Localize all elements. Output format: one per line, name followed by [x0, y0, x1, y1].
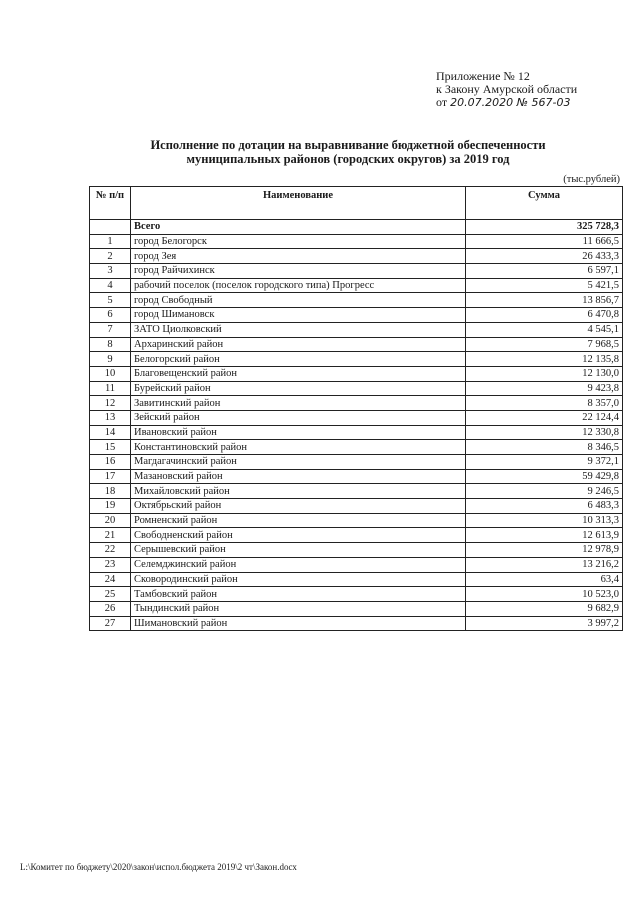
row-num: 27: [90, 616, 131, 631]
row-name: Октябрьский район: [131, 499, 466, 514]
row-name: Белогорский район: [131, 352, 466, 367]
row-name: город Свободный: [131, 293, 466, 308]
row-amount: 8 357,0: [466, 396, 623, 411]
row-name: Константиновский район: [131, 440, 466, 455]
law-reference: к Закону Амурской области: [436, 82, 578, 96]
table-row: [90, 293, 623, 308]
total-row: [90, 220, 623, 235]
total-label: Всего: [131, 220, 466, 235]
row-amount: 12 135,8: [466, 352, 623, 367]
row-name: Бурейский район: [131, 381, 466, 396]
row-name: Магдагачинский район: [131, 455, 466, 470]
header-amount: Сумма: [466, 187, 623, 220]
table-row: [90, 366, 623, 381]
row-num: 19: [90, 499, 131, 514]
row-name: город Шимановск: [131, 308, 466, 323]
table-row: [90, 234, 623, 249]
row-amount: 12 978,9: [466, 543, 623, 558]
row-num: 2: [90, 249, 131, 264]
date-prefix: от: [436, 95, 448, 109]
table-row: [90, 440, 623, 455]
row-num: 20: [90, 513, 131, 528]
row-name: Серышевский район: [131, 543, 466, 558]
row-num: 12: [90, 396, 131, 411]
row-amount: 6 470,8: [466, 308, 623, 323]
table-row: [90, 278, 623, 293]
row-num: 24: [90, 572, 131, 587]
row-num: 1: [90, 234, 131, 249]
file-path-footer: L:\Комитет по бюджету\2020\закон\испол.бюджета 2019\2 чт\Закон.docx: [20, 862, 297, 872]
title-line-2: муниципальных районов (городских округов) за 2019 год: [186, 152, 510, 166]
table-row: [90, 616, 623, 631]
row-name: Ромненский район: [131, 513, 466, 528]
row-name: Селемджинский район: [131, 557, 466, 572]
row-amount: 9 423,8: [466, 381, 623, 396]
row-amount: 22 124,4: [466, 410, 623, 425]
table-row: [90, 601, 623, 616]
row-num: 21: [90, 528, 131, 543]
row-name: Зейский район: [131, 410, 466, 425]
row-amount: 3 997,2: [466, 616, 623, 631]
row-name: город Райчихинск: [131, 264, 466, 279]
row-amount: 59 429,8: [466, 469, 623, 484]
row-num: 8: [90, 337, 131, 352]
table-header-row: [90, 187, 623, 220]
row-name: Завитинский район: [131, 396, 466, 411]
table-row: [90, 337, 623, 352]
table-row: [90, 322, 623, 337]
table-row: [90, 528, 623, 543]
table-row: [90, 425, 623, 440]
row-amount: 6 483,3: [466, 499, 623, 514]
row-name: Шимановский район: [131, 616, 466, 631]
row-amount: 4 545,1: [466, 322, 623, 337]
row-amount: 12 130,0: [466, 366, 623, 381]
handwritten-date-number: 20.07.2020 № 567-03: [450, 96, 571, 109]
table-row: [90, 572, 623, 587]
row-name: рабочий поселок (поселок городского типа) Прогресс: [131, 278, 466, 293]
header-name: Наименование: [131, 187, 466, 220]
table-row: [90, 352, 623, 367]
appendix-number: Приложение № 12: [436, 69, 530, 83]
row-name: Сковородинский район: [131, 572, 466, 587]
table-row: [90, 543, 623, 558]
row-amount: 26 433,3: [466, 249, 623, 264]
row-amount: 12 613,9: [466, 528, 623, 543]
row-num: 5: [90, 293, 131, 308]
row-num: 7: [90, 322, 131, 337]
row-amount: 7 968,5: [466, 337, 623, 352]
document-title: [80, 138, 616, 166]
row-num: 26: [90, 601, 131, 616]
row-num: 14: [90, 425, 131, 440]
units-label: (тыс.рублей): [563, 174, 620, 185]
row-amount: 8 346,5: [466, 440, 623, 455]
table-row: [90, 410, 623, 425]
appendix-header: [436, 70, 636, 109]
table-row: [90, 264, 623, 279]
row-name: город Зея: [131, 249, 466, 264]
row-num: 23: [90, 557, 131, 572]
row-amount: 9 246,5: [466, 484, 623, 499]
table-row: [90, 455, 623, 470]
table-row: [90, 249, 623, 264]
table-row: [90, 308, 623, 323]
subsidy-table: [89, 186, 623, 631]
row-num: 4: [90, 278, 131, 293]
table-row: [90, 587, 623, 602]
title-line-1: Исполнение по дотации на выравнивание бюджетной обеспеченности: [150, 138, 546, 152]
table-row: [90, 396, 623, 411]
table-row: [90, 513, 623, 528]
row-num: 10: [90, 366, 131, 381]
row-name: Михайловский район: [131, 484, 466, 499]
table-row: [90, 484, 623, 499]
row-amount: 9 682,9: [466, 601, 623, 616]
row-amount: 13 856,7: [466, 293, 623, 308]
row-name: Свободненский район: [131, 528, 466, 543]
table-row: [90, 499, 623, 514]
row-num: 9: [90, 352, 131, 367]
row-name: ЗАТО Циолковский: [131, 322, 466, 337]
row-num: 3: [90, 264, 131, 279]
row-amount: 10 313,3: [466, 513, 623, 528]
table-row: [90, 469, 623, 484]
total-num: [90, 220, 131, 235]
row-num: 6: [90, 308, 131, 323]
row-num: 22: [90, 543, 131, 558]
row-name: Благовещенский район: [131, 366, 466, 381]
row-name: Ивановский район: [131, 425, 466, 440]
row-num: 13: [90, 410, 131, 425]
row-num: 18: [90, 484, 131, 499]
row-num: 25: [90, 587, 131, 602]
row-amount: 5 421,5: [466, 278, 623, 293]
row-name: Тамбовский район: [131, 587, 466, 602]
row-name: Тындинский район: [131, 601, 466, 616]
row-name: Архаринский район: [131, 337, 466, 352]
row-amount: 10 523,0: [466, 587, 623, 602]
row-num: 11: [90, 381, 131, 396]
row-amount: 6 597,1: [466, 264, 623, 279]
row-num: 17: [90, 469, 131, 484]
row-amount: 63,4: [466, 572, 623, 587]
total-amount: 325 728,3: [466, 220, 623, 235]
row-num: 15: [90, 440, 131, 455]
law-date-line: [436, 96, 636, 109]
header-num: № п/п: [90, 187, 131, 220]
row-amount: 13 216,2: [466, 557, 623, 572]
row-name: Мазановский район: [131, 469, 466, 484]
row-amount: 11 666,5: [466, 234, 623, 249]
table-row: [90, 381, 623, 396]
row-amount: 9 372,1: [466, 455, 623, 470]
row-amount: 12 330,8: [466, 425, 623, 440]
table-row: [90, 557, 623, 572]
row-name: город Белогорск: [131, 234, 466, 249]
row-num: 16: [90, 455, 131, 470]
